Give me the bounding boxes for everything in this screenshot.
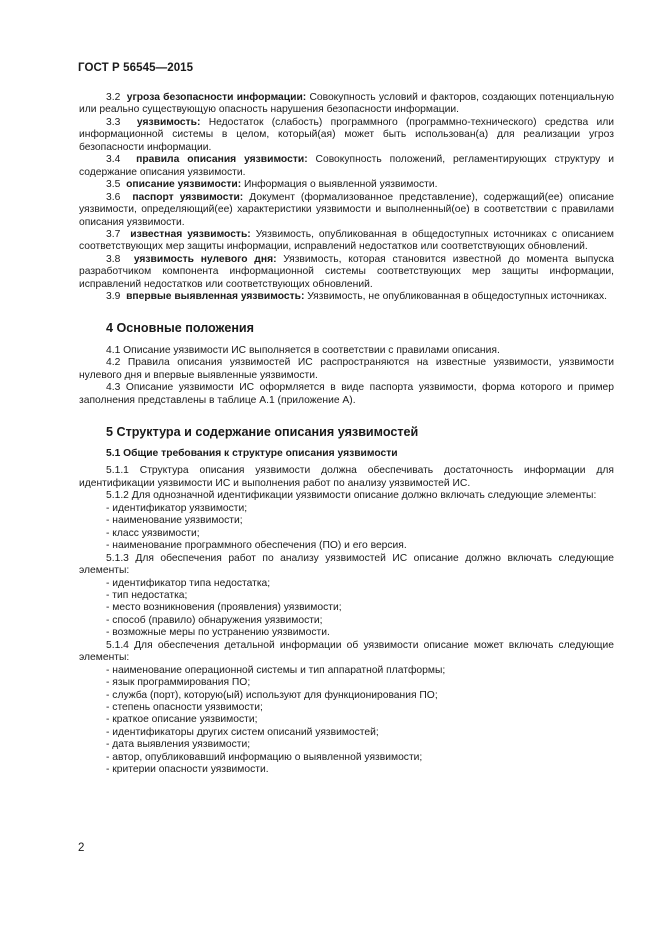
clause-5-1-3: 5.1.3 Для обеспечения работ по анализу уязвимостей ИС описание должно включать следующие элементы:	[79, 552, 614, 577]
clause-number: 3.2	[106, 92, 121, 103]
list-item: - идентификатор типа недостатка;	[106, 577, 271, 589]
section-5-heading: 5 Структура и содержание описания уязвимостей	[106, 424, 419, 439]
definition-text: Документ (формализованное представление), содержащий(ее) описание уязвимости, определяющий(ее) характеристики уязвимости и выполненный(ое) в соответствии с правилами описания уязвимости.	[79, 191, 614, 228]
clause-number: 3.7	[106, 228, 121, 240]
list-item: - краткое описание уязвимости;	[106, 714, 258, 726]
definition-text: Совокупность положений, регламентирующих структуру и содержание описания уязвимости.	[79, 154, 614, 178]
document-header: ГОСТ Р 56545—2015	[78, 62, 194, 74]
definition-text: Уязвимость, опубликованная в общедоступных источниках с описанием соответствующих мер защиты информации, исправлений недостатков или соответствующих обновлений.	[79, 228, 614, 253]
definition-3-2	[79, 92, 614, 117]
list-item: - возможные меры по устранению уязвимости.	[106, 627, 330, 639]
list-item: - идентификатор уязвимости;	[106, 502, 248, 514]
definition-3-9	[79, 291, 614, 303]
clause-4-3: 4.3 Описание уязвимости ИС оформляется в виде паспорта уязвимости, форма которого и пример заполнения представлены в таблице А.1 (приложение А).	[79, 382, 614, 406]
term: правила описания уязвимости:	[136, 154, 308, 166]
clause-number: 3.9	[106, 291, 121, 303]
definition-text: Уязвимость, которая становится известной до момента выпуска разработчиком компонента информационной системы соответствующих мер защиты информации, исправлений недостатков или соответствующих обновлений.	[79, 253, 614, 290]
term: впервые выявленная уязвимость:	[126, 291, 305, 303]
document-body	[79, 92, 614, 777]
clause-number: 3.3	[106, 116, 121, 128]
term: уязвимость нулевого дня:	[133, 253, 277, 265]
section-4-heading: 4 Основные положения	[106, 320, 255, 335]
definition-text: Совокупность условий и факторов, создающих потенциальную или реально существующую опасность нарушения безопасности информации.	[79, 92, 614, 116]
list-item: - наименование уязвимости;	[106, 515, 243, 527]
clause-number: 3.6	[106, 191, 121, 203]
definition-text: Уязвимость, не опубликованная в общедоступных источниках.	[307, 291, 607, 303]
definition-3-5	[79, 179, 614, 191]
clause-5-1-2: 5.1.2 Для однозначной идентификации уязвимости описание должно включать следующие элементы:	[106, 490, 597, 502]
definition-3-4	[79, 154, 614, 179]
term: известная уязвимость:	[130, 228, 251, 240]
clause-4-2: 4.2 Правила описания уязвимостей ИС распространяются на известные уязвимости, уязвимости нулевого дня и впервые выявленные уязвимости.	[79, 357, 614, 381]
clause-5-1-1: 5.1.1 Структура описания уязвимости должна обеспечивать достаточность информации для идентификации уязвимости ИС и выполнения работ по анализу уязвимостей ИС.	[79, 465, 614, 489]
definition-text: Информация о выявленной уязвимости.	[244, 179, 438, 191]
list-item: - язык программирования ПО;	[106, 677, 251, 689]
term: описание уязвимости:	[126, 179, 242, 191]
list-item: - служба (порт), которую(ый) используют для функционирования ПО;	[106, 689, 438, 701]
list-item: - место возникновения (проявления) уязвимости;	[106, 602, 342, 614]
list-item: - критерии опасности уязвимости.	[106, 764, 269, 776]
definition-3-8	[79, 254, 614, 291]
clause-number: 3.8	[106, 253, 121, 265]
definition-3-7	[79, 229, 614, 254]
clause-4-1: 4.1 Описание уязвимости ИС выполняется в соответствии с правилами описания.	[106, 344, 500, 356]
definition-3-3	[79, 117, 614, 154]
page-number: 2	[78, 842, 85, 854]
list-item: - наименование операционной системы и тип аппаратной платформы;	[106, 664, 446, 676]
subsection-5-1-heading: 5.1 Общие требования к структуре описания уязвимости	[106, 447, 398, 459]
list-item: - тип недостатка;	[106, 589, 188, 601]
list-item: - степень опасности уязвимости;	[106, 702, 263, 714]
list-item: - автор, опубликовавший информацию о выявленной уязвимости;	[106, 751, 423, 763]
list-item: - наименование программного обеспечения (ПО) и его версия.	[106, 540, 407, 552]
term: паспорт уязвимости:	[132, 191, 244, 203]
term: уязвимость:	[136, 116, 201, 128]
list-item: - идентификаторы других систем описаний уязвимостей;	[106, 726, 379, 738]
clause-number: 3.5	[106, 179, 121, 191]
clause-number: 3.4	[106, 154, 121, 166]
clause-5-1-4: 5.1.4 Для обеспечения детальной информации об уязвимости описание может включать следующие элементы:	[79, 639, 614, 664]
term: угроза безопасности информации:	[126, 92, 307, 103]
list-item: - класс уязвимости;	[106, 527, 200, 539]
definition-text: Недостаток (слабость) программного (программно-технического) средства или информационной системы в целом, который(ая) может быть использован(а) для реализации угроз безопасности информации.	[79, 116, 614, 153]
list-item: - способ (правило) обнаружения уязвимости;	[106, 614, 323, 626]
list-item: - дата выявления уязвимости;	[106, 739, 251, 751]
definition-3-6	[79, 192, 614, 229]
